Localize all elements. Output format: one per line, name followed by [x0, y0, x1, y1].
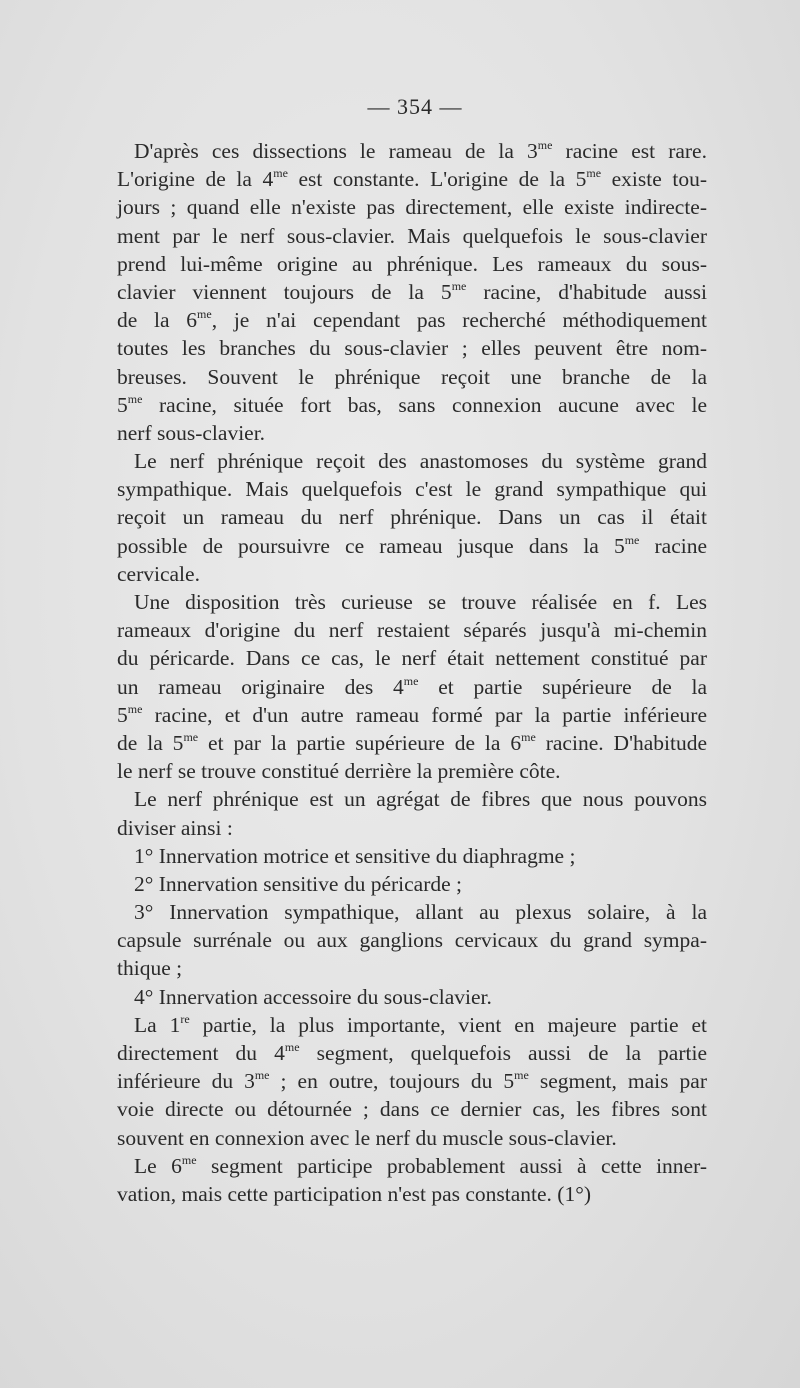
text-line: prend lui-même origine au phrénique. Les rameaux du sous- — [117, 251, 707, 276]
text-line: reçoit un rameau du nerf phrénique. Dans un cas il était — [117, 505, 707, 530]
text-line: du péricarde. Dans ce cas, le nerf était nettement constitué par — [117, 646, 707, 671]
text-line: L'origine de la $4^{me}$ est constante. L'origine de la $5^{me}$ existe tou- — [117, 166, 707, 192]
text-line: $5^{me}$ racine, et d'un autre rameau formé par la partie inférieure — [117, 701, 707, 727]
text-line: capsule surrénale ou aux ganglions cervicaux du grand sympa- — [117, 928, 707, 953]
text-line: Le $6^{me}$ segment participe probablement aussi à cette inner- — [134, 1152, 707, 1178]
text-line: rameaux d'origine du nerf restaient séparés jusqu'à mi-chemin — [117, 618, 707, 643]
text-line: Le nerf phrénique reçoit des anastomoses du système grand — [134, 449, 707, 474]
text-line: 4° Innervation accessoire du sous-clavier. — [134, 984, 492, 1009]
text-line: possible de poursuivre ce rameau jusque dans la $5^{me}$ racine — [117, 532, 708, 558]
text-line: inférieure du $3^{me}$ ; en outre, toujours du $5^{me}$ segment, mais par — [117, 1068, 707, 1094]
body-text — [117, 137, 707, 1208]
text-line: vation, mais cette participation n'est pas constante. (1°) — [117, 1181, 591, 1206]
text-line: directement du $4^{me}$ segment, quelquefois aussi de la partie — [117, 1040, 707, 1065]
text-line: 3° Innervation sympathique, allant au plexus solaire, à la — [134, 900, 707, 925]
page-number: — 354 — — [367, 94, 463, 119]
text-line: de la $5^{me}$ et par la partie supérieure de la $6^{me}$ racine. D'habitude — [117, 729, 707, 755]
text-line: un rameau originaire des $4^{me}$ et partie supérieure de la — [117, 673, 708, 699]
text-line: D'après ces dissections le rameau de la $3^{me}$ racine est rare. — [134, 138, 707, 163]
text-line: thique ; — [117, 956, 183, 981]
text-line: breuses. Souvent le phrénique reçoit une branche de la — [117, 364, 707, 389]
text-line: $5^{me}$ racine, située fort bas, sans connexion aucune avec le — [117, 391, 707, 417]
text-line: de la $6^{me}$, je n'ai cependant pas recherché méthodiquement — [117, 307, 707, 333]
text-line: voie directe ou détournée ; dans ce dernier cas, les fibres sont — [117, 1097, 707, 1122]
text-line: cervicale. — [117, 561, 200, 586]
text-line: nerf sous-clavier. — [117, 420, 266, 445]
text-line: clavier viennent toujours de la $5^{me}$ racine, d'habitude aussi — [117, 278, 707, 304]
text-line: jours ; quand elle n'existe pas directement, elle existe indirecte- — [117, 195, 707, 220]
text-line: La 1re partie, la plus importante, vient en majeure partie et — [134, 1011, 707, 1037]
text-line: Une disposition très curieuse se trouve réalisée en f. Les — [134, 590, 707, 614]
text-line: ment par le nerf sous-clavier. Mais quelquefois le sous-clavier — [117, 223, 707, 248]
text-line: 2° Innervation sensitive du péricarde ; — [134, 871, 463, 896]
text-line: diviser ainsi : — [117, 815, 233, 840]
text-line: 1° Innervation motrice et sensitive du diaphragme ; — [134, 843, 576, 868]
text-line: sympathique. Mais quelquefois c'est le grand sympathique qui — [117, 477, 707, 502]
text-line: le nerf se trouve constitué derrière la première côte. — [117, 759, 561, 784]
text-line: Le nerf phrénique est un agrégat de fibres que nous pouvons — [134, 787, 707, 812]
text-line: souvent en connexion avec le nerf du muscle sous-clavier. — [117, 1125, 617, 1150]
text-line: toutes les branches du sous-clavier ; elles peuvent être nom- — [117, 336, 707, 361]
